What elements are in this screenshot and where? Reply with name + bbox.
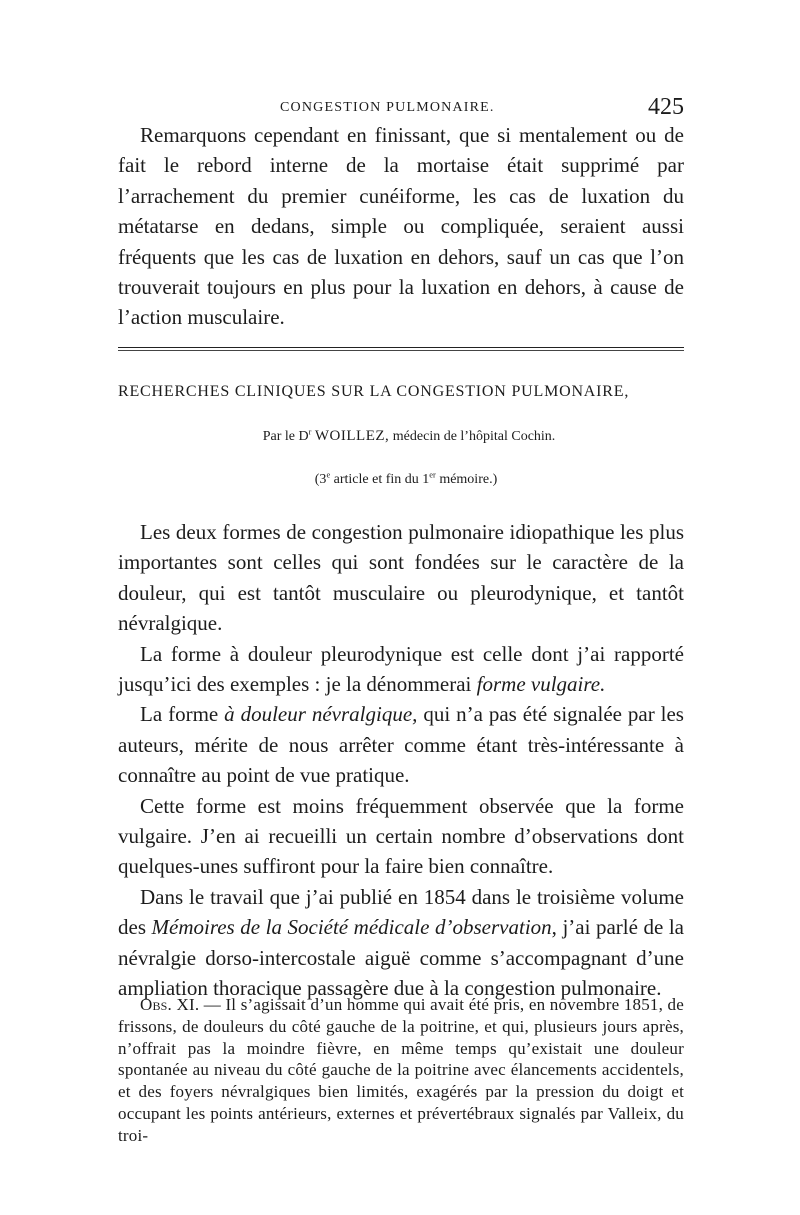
observation-text: — Il s’agissait d’un homme qui avait été pris, en novembre 1851, de frissons, de douleurs du côté gauche de la poitrine, et qui, plusieurs jours après, n’offrait pas la moindre fièvre, en même temps qu’existait une douleur spontanée au niveau du côté gauche de la poitrine avec élancements accidentels, et des foyers névralgiques bien limités, exagérés par la pression du doigt et occupant les points antérieurs, externes et prévertébraux signalés par Valleix, du troi- xyxy=(118,995,684,1145)
article-body xyxy=(118,517,684,1004)
byline-affiliation: médecin de l’hôpital Cochin. xyxy=(392,429,556,444)
body-p3-italic: à douleur névralgique, xyxy=(224,702,418,727)
body-p2-italic: forme vulgaire. xyxy=(476,672,606,697)
section-divider-rule-thin xyxy=(118,350,684,351)
body-paragraph-1: Les deux formes de congestion pulmonaire idiopathique les plus importantes sont celles qui sont fondées sur le caractère de la douleur, qui est tantôt musculaire ou pleurodynique, et tantôt névralgique. xyxy=(118,520,684,636)
body-p3-start: La forme xyxy=(140,702,225,727)
part-note-sup-1: e xyxy=(326,470,331,480)
part-note-sup-2: er xyxy=(429,470,436,480)
observation-block xyxy=(118,994,684,1147)
running-title: CONGESTION PULMONAIRE. xyxy=(280,100,495,115)
body-paragraph-4: Cette forme est moins fréquemment observée que la forme vulgaire. J’en ai recueilli un certain nombre d’observations dont quelques-unes suffiront pour la faire bien connaître. xyxy=(118,793,684,879)
observation-paragraph xyxy=(118,994,684,1147)
byline-prefix: Par le D xyxy=(262,429,309,444)
section-divider-rule xyxy=(118,347,684,348)
body-paragraph-2 xyxy=(118,639,684,700)
closing-paragraph-section xyxy=(118,120,684,333)
body-p3-rest: qui n’a pas été signalée par les auteurs, mérite de nous arrêter comme étant très-intéressante à connaître au point de vue pratique. xyxy=(118,702,684,788)
article-byline xyxy=(118,428,684,445)
body-p5-italic: Mémoires de la Société médicale d’observation xyxy=(151,915,552,940)
part-note xyxy=(118,472,684,488)
article-title: RECHERCHES CLINIQUES SUR LA CONGESTION PULMONAIRE, xyxy=(118,383,630,400)
body-paragraph-5 xyxy=(118,882,684,1004)
closing-paragraph: Remarquons cependant en finissant, que si mentalement ou de fait le rebord interne de la mortaise était supprimé par l’arrachement du premier cunéiforme, les cas de luxation du métatarse en dedans, simple ou compliquée, seraient aussi fréquents que les cas de luxation en dehors, sauf un cas que l’on trouverait toujours en plus pour la luxation en dehors, à cause de l’action musculaire. xyxy=(118,123,684,330)
byline-sup: r xyxy=(308,427,312,437)
body-p5-before: Dans le travail que j’ai publié en 1854 dans le troisième volume des xyxy=(118,884,684,940)
part-note-mid: article et fin du 1 xyxy=(330,472,430,487)
author-name: WOILLEZ, xyxy=(314,428,390,444)
body-p5-after: , j’ai parlé de la névralgie dorso-intercostale aiguë comme s’accompagnant d’une ampliation thoracique passagère due à la congestion pulmonaire. xyxy=(118,915,684,1001)
body-paragraph-3 xyxy=(118,699,684,790)
page-number: 425 xyxy=(648,94,684,120)
body-p2-text: La forme à douleur pleurodynique est celle dont j’ai rapporté jusqu’ici des exemples : je la dénommerai xyxy=(118,641,684,697)
part-note-open: (3 xyxy=(314,472,327,487)
part-note-close: mémoire.) xyxy=(435,472,498,487)
observation-label: Obs. XI. xyxy=(140,995,200,1014)
